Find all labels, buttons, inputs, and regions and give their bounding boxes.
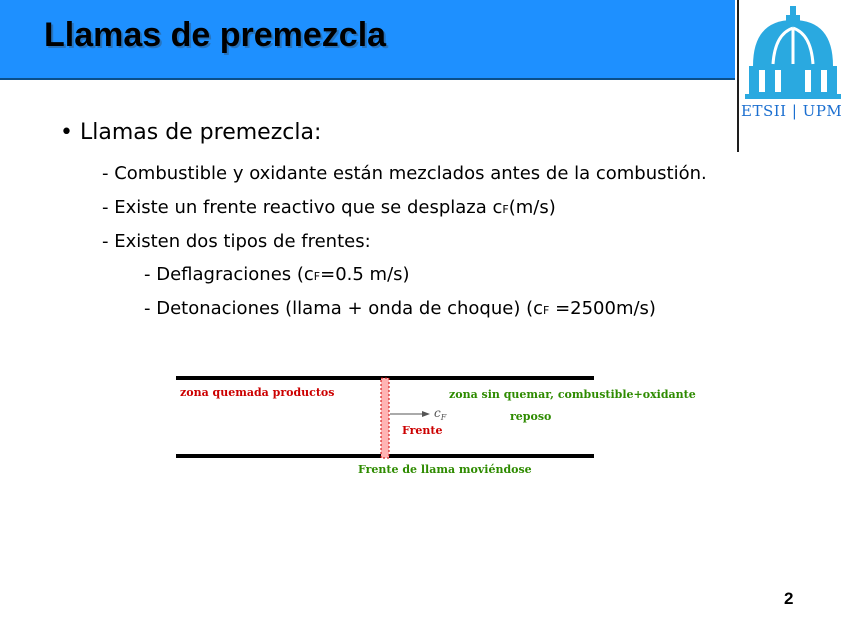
subitem-detonations: - Detonaciones (llama + onda de choque) (cF =2500m/s) [144,298,656,319]
velocity-subscript: F [440,413,447,422]
bullet-item-front: - Existe un frente reactivo que se desplaza cF(m/s) [102,197,556,218]
subitem-deflagrations: - Deflagraciones (cF=0.5 m/s) [144,264,410,285]
rest-label: reposo [510,410,552,423]
bullet-main: • Llamas de premezcla: [60,120,322,145]
bullet-item-mixed: - Combustible y oxidante están mezclados antes de la combustión. [102,163,707,184]
bullet-item-types: - Existen dos tipos de frentes: [102,231,371,252]
page-number: 2 [784,589,794,608]
velocity-symbol: c [434,406,441,420]
front-label: Frente [402,424,443,437]
burned-zone-label: zona quemada productos [180,386,335,399]
logo-text: ETSII | UPM [741,102,843,120]
figure-caption: Frente de llama moviéndose [358,463,532,476]
title-bar-underline [0,78,735,80]
flame-front-diagram [172,372,698,484]
flame-front [381,378,389,458]
slide-title: Llamas de premezcla [44,16,387,54]
unburned-zone-label: zona sin quemar, combustible+oxidante [449,388,696,401]
logo-divider [737,0,739,152]
